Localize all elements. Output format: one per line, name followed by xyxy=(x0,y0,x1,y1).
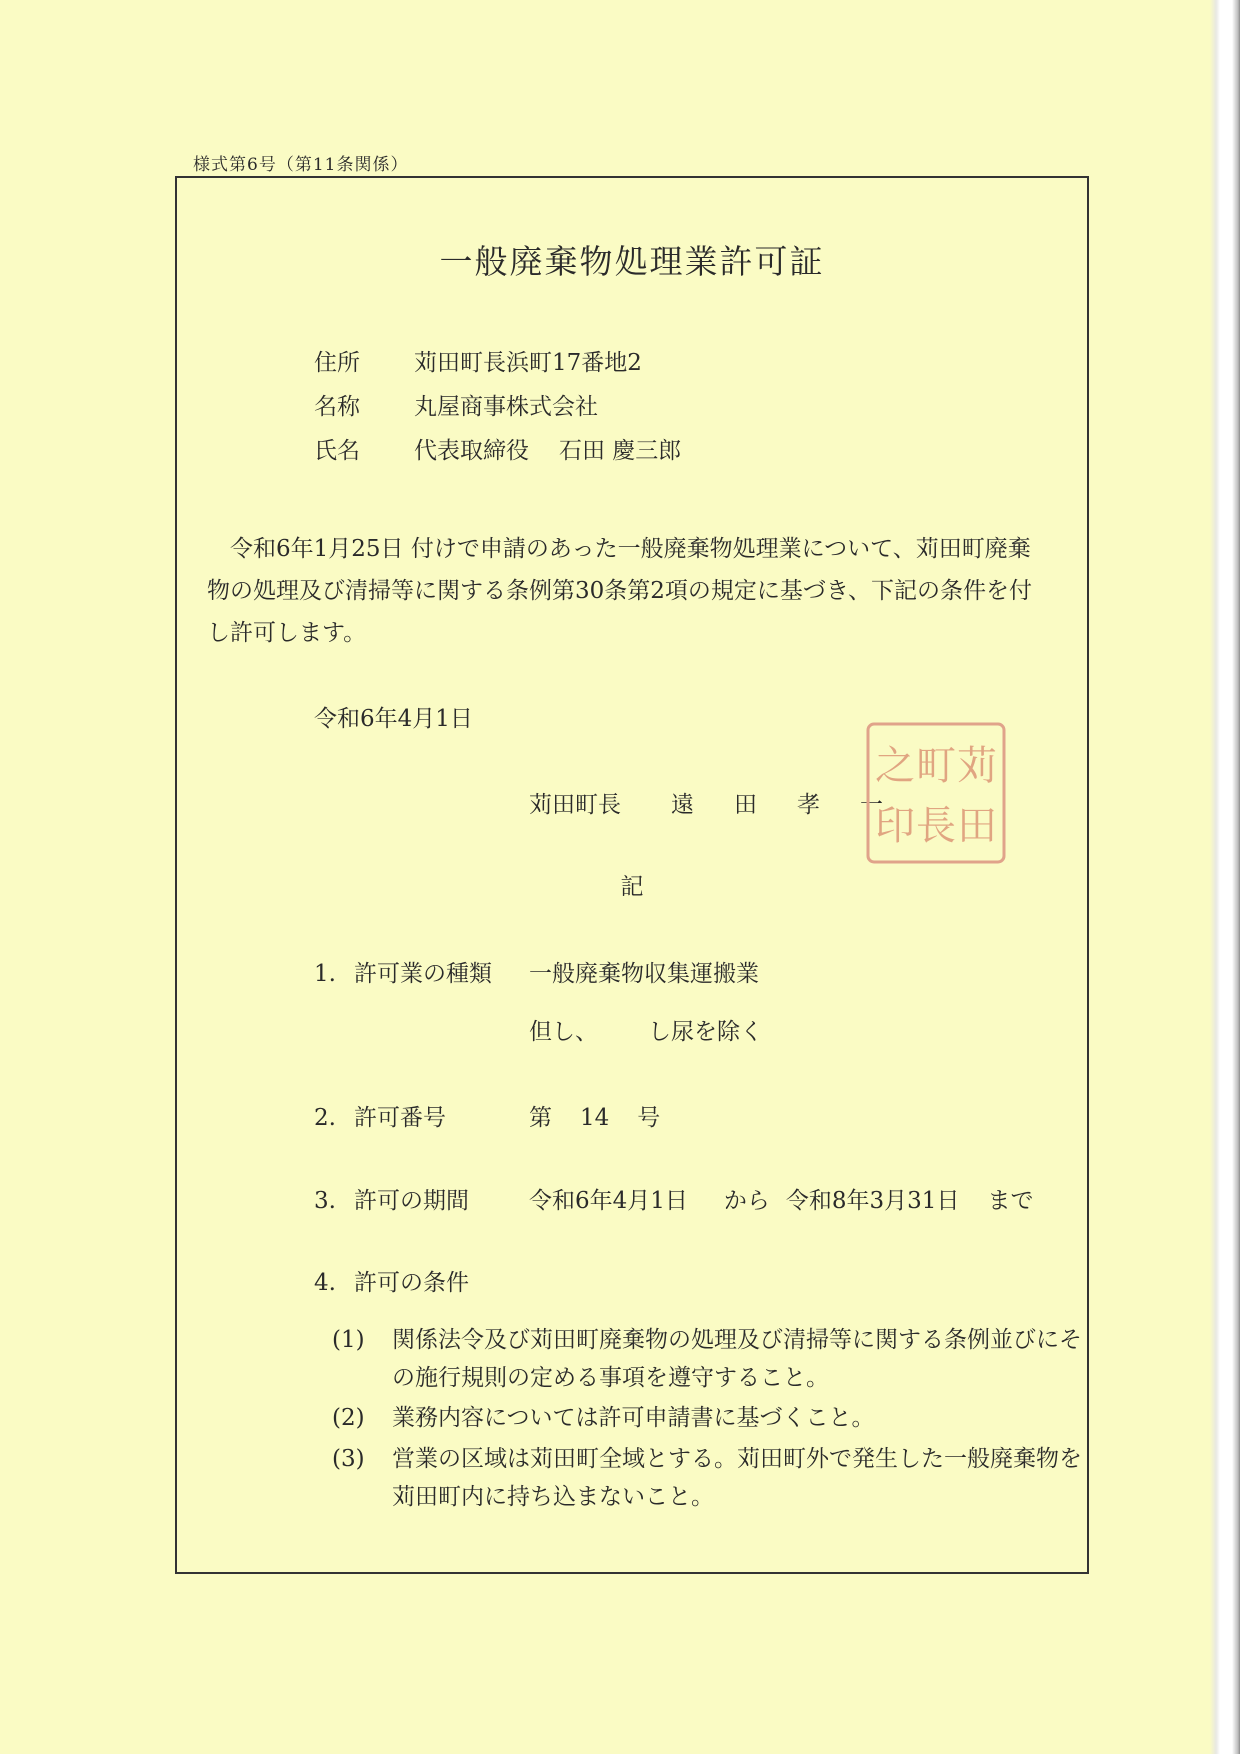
period-to: 令和8年3月31日 xyxy=(785,1188,960,1214)
item-permit-period xyxy=(314,1182,1033,1215)
item-label: 許可の期間 xyxy=(354,1188,469,1214)
period-from-word: から xyxy=(723,1188,770,1214)
seal-char: 苅 xyxy=(957,743,997,789)
condition-text: 関係法令及び苅田町廃棄物の処理及び清掃等に関する条例並びにその施行規則の定める事項を遵守すること。 xyxy=(392,1327,1082,1391)
item-number: 1. xyxy=(314,961,336,987)
period-from: 令和6年4月1日 xyxy=(529,1188,688,1214)
form-number: 様式第6号（第11条関係） xyxy=(193,155,409,175)
permission-statement: 令和6年1月25日 付けで申請のあった一般廃棄物処理業について、苅田町廃棄物の処理及び清掃等に関する条例第30条第2項の規定に基づき、下記の条件を付し許可します。 xyxy=(207,536,1032,646)
permit-number-prefix: 第 xyxy=(529,1105,552,1131)
note-prefix: 但し、 xyxy=(529,1019,598,1045)
page-edge xyxy=(1210,0,1240,1754)
condition-number: (3) xyxy=(332,1446,365,1472)
item-permit-type-note xyxy=(529,1013,763,1046)
item-label: 許可番号 xyxy=(354,1105,446,1131)
ki-heading: 記 xyxy=(620,874,644,900)
certificate-frame xyxy=(175,176,1089,1574)
item-number: 2. xyxy=(314,1105,336,1131)
item-value: 一般廃棄物収集運搬業 xyxy=(529,961,759,987)
item-permit-type xyxy=(314,955,759,988)
person-title: 代表取締役 xyxy=(414,438,529,464)
address-value: 苅田町長浜町17番地2 xyxy=(414,350,642,376)
condition-item xyxy=(332,1321,1102,1397)
mayor-name-char: 遠 xyxy=(671,792,694,818)
seal-char: 田 xyxy=(957,803,997,849)
item-label: 許可の条件 xyxy=(354,1270,469,1296)
mayor-name-char: 孝 xyxy=(797,792,820,818)
seal-char: 印 xyxy=(875,803,915,849)
official-seal-stamp xyxy=(865,721,1007,865)
page-title: 一般廃棄物処理業許可証 xyxy=(439,242,825,281)
seal-char: 町 xyxy=(916,743,956,789)
item-number: 3. xyxy=(314,1188,336,1214)
name-row xyxy=(314,388,598,421)
mayor-name-char: 一 xyxy=(860,792,883,818)
permit-number-value: 14 xyxy=(580,1105,610,1131)
item-label: 許可業の種類 xyxy=(354,961,492,987)
person-label: 氏名 xyxy=(314,438,360,464)
address-row xyxy=(314,344,642,377)
note-text: し尿を除く xyxy=(648,1019,763,1045)
seal-char: 長 xyxy=(916,803,956,849)
condition-item xyxy=(332,1399,1102,1437)
seal-char: 之 xyxy=(875,743,915,789)
address-label: 住所 xyxy=(314,350,360,376)
item-permit-number xyxy=(314,1099,660,1132)
condition-number: (1) xyxy=(332,1327,365,1353)
mayor-title: 苅田町長 xyxy=(529,792,621,818)
item-number: 4. xyxy=(314,1270,336,1296)
name-value: 丸屋商事株式会社 xyxy=(414,394,598,420)
condition-item xyxy=(332,1440,1102,1516)
item-permit-conditions xyxy=(314,1264,529,1297)
condition-text: 業務内容については許可申請書に基づくこと。 xyxy=(392,1405,875,1431)
name-label: 名称 xyxy=(314,394,360,420)
condition-text: 営業の区域は苅田町全域とする。苅田町外で発生した一般廃棄物を苅田町内に持ち込まないこと。 xyxy=(392,1446,1082,1510)
mayor-name-char: 田 xyxy=(734,792,757,818)
issue-date: 令和6年4月1日 xyxy=(314,706,473,732)
condition-number: (2) xyxy=(332,1405,365,1431)
person-row xyxy=(314,432,681,465)
person-name: 石田 慶三郎 xyxy=(559,438,682,464)
mayor-signature xyxy=(529,786,923,819)
permit-number-suffix: 号 xyxy=(637,1105,661,1131)
period-to-word: まで xyxy=(987,1188,1034,1214)
